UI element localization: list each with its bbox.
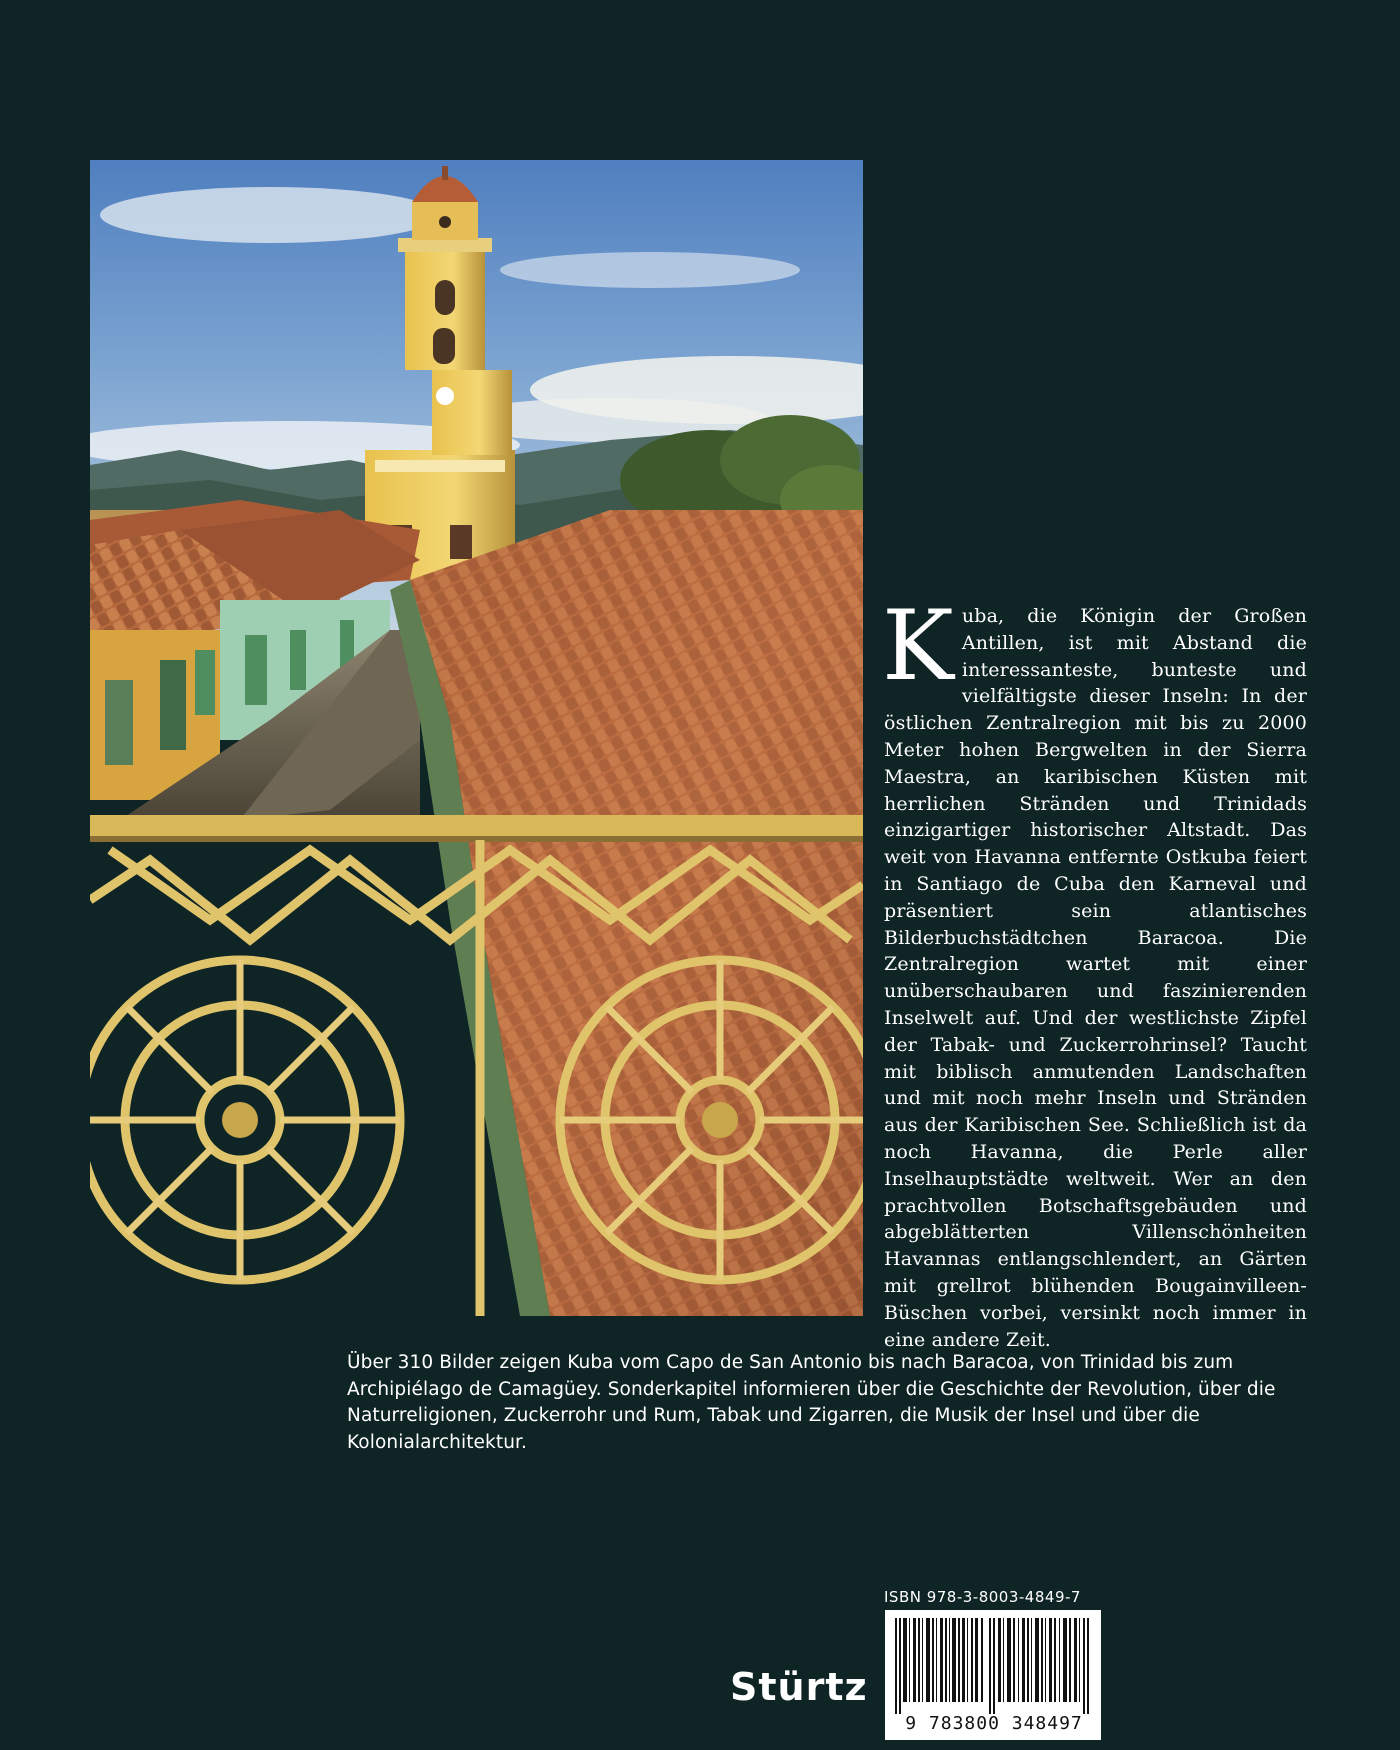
drop-cap: K bbox=[882, 590, 954, 702]
main-description bbox=[882, 590, 1307, 1353]
secondary-description: Über 310 Bilder zeigen Kuba vom Capo de San Antonio bis nach Baracoa, von Trinidad bis zum Archipiélago de Camagüey. Sonderkapitel informieren über die Geschichte der Revolution, über die Naturreligionen, Zuckerrohr und Rum, Tabak und Zigarren, die Musik der Insel und über die Kolonialarchitektur. bbox=[347, 1352, 1276, 1453]
barcode-digits: 9 783800 348497 bbox=[905, 1713, 1083, 1734]
main-description-body: uba, die Königin der Großen Antillen, ist mit Abstand die interessanteste, bunteste und vielfältigste dieser Inseln: In der östlichen Zentralregion mit bis zu 2000 Meter hohen Bergwelten in der Sierra Maestra, an karibischen Küsten mit herrlichen Stränden und Trinidads einzigartiger historischer Altstadt. Das weit von Havanna entfernte Ostkuba feiert in Santiago de Cuba den Karneval und präsentiert sein atlantisches Bilderbuchstädtchen Baracoa. Die Zentralregion wartet mit einer unüberschaubaren und faszinierenden Inselwelt auf. Und der westlichste Zipfel der Tabak- und Zuckerrohrinsel? Taucht mit biblisch anmutenden Landschaften und mit noch mehr Inseln und Stränden aus der Karibischen See. Schließlich ist da noch Havanna, die Perle aller Inselhauptstädte weltweit. Wer an den prachtvollen Botschaftsgebäuden und abgeblätterten Villenschönheiten Havannas entlangschlendert, an Gärten mit grellrot blühenden Bougainvilleen-Büschen vorbei, versinkt noch immer in eine andere Zeit. bbox=[884, 605, 1307, 1351]
cover-photo bbox=[90, 160, 863, 1316]
isbn-label: ISBN 978-3-8003-4849-7 bbox=[884, 1588, 1081, 1606]
publisher-logo: Stürtz bbox=[730, 1665, 868, 1709]
